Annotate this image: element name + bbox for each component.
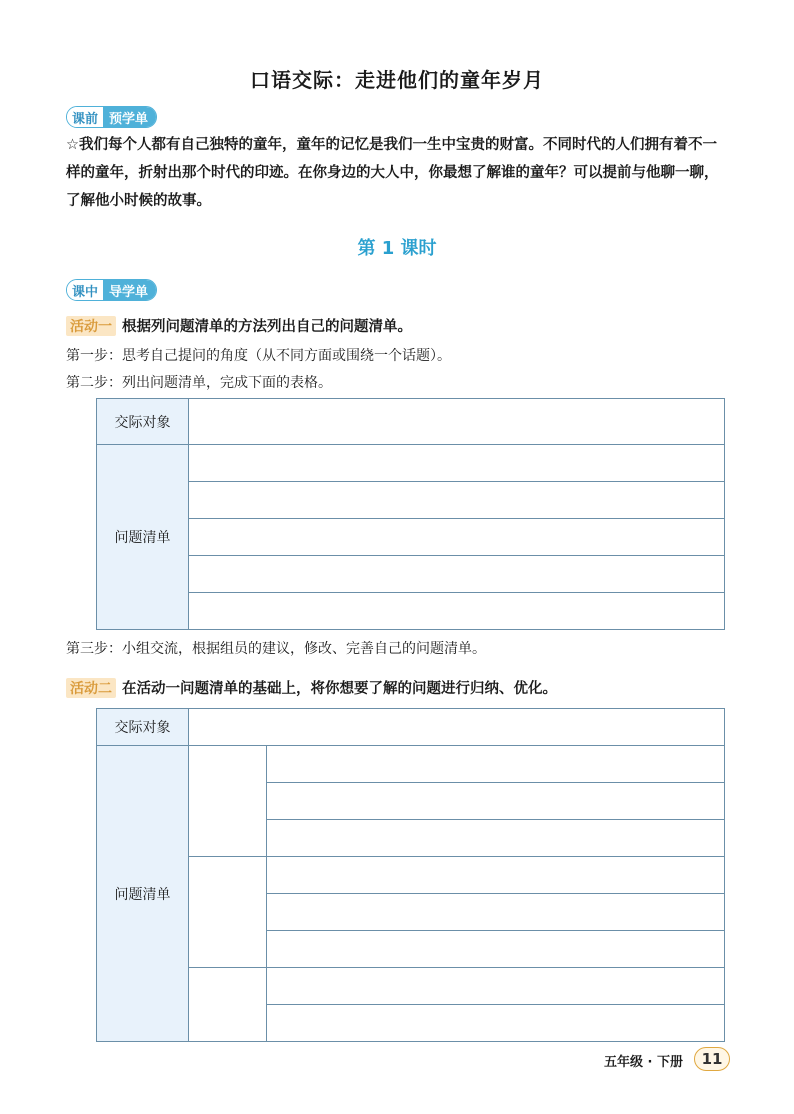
activity2-question-line[interactable]: [267, 783, 725, 820]
activity2-question-line[interactable]: [267, 968, 725, 1005]
activity1-table: [96, 398, 725, 630]
activity2-category-cell[interactable]: [189, 746, 267, 857]
activity2-question-line[interactable]: [267, 820, 725, 857]
activity1-tag: 活动一: [66, 316, 116, 336]
activity1-target-label: 交际对象: [97, 399, 189, 445]
activity2-text: 在活动一问题清单的基础上，将你想要了解的问题进行归纳、优化。: [122, 681, 557, 697]
pre-class-badge-part1: 课前: [67, 107, 103, 127]
page-number: 11: [694, 1047, 730, 1071]
pre-class-badge: [66, 106, 157, 128]
activity2-heading: [66, 677, 557, 698]
activity1-step3: 第三步：小组交流，根据组员的建议，修改、完善自己的问题清单。: [66, 641, 486, 657]
activity1-question-line[interactable]: [189, 556, 725, 593]
footer-grade: 五年级 · 下册: [604, 1055, 683, 1070]
pre-class-badge-part2: 预学单: [103, 107, 156, 127]
activity2-target-label: 交际对象: [97, 709, 189, 746]
activity2-question-line[interactable]: [267, 931, 725, 968]
activity2-question-line[interactable]: [267, 857, 725, 894]
activity2-question-line[interactable]: [267, 894, 725, 931]
pre-class-paragraph: ☆我们每个人都有自己独特的童年，童年的记忆是我们一生中宝贵的财富。不同时代的人们拥有着不一样的童年，折射出那个时代的印迹。在你身边的大人中，你最想了解谁的童年？可以提前与他聊一聊，了解他小时候的故事。: [66, 137, 719, 209]
activity1-step1: 第一步：思考自己提问的角度（从不同方面或围绕一个话题）。: [66, 348, 451, 364]
activity1-heading: [66, 315, 412, 336]
activity1-question-line[interactable]: [189, 482, 725, 519]
activity2-questions-label: 问题清单: [97, 746, 189, 1042]
activity2-table: [96, 708, 725, 1042]
activity1-question-line[interactable]: [189, 445, 725, 482]
activity2-question-line[interactable]: [267, 1005, 725, 1042]
activity2-target-input[interactable]: [189, 709, 725, 746]
activity2-category-cell[interactable]: [189, 857, 267, 968]
lesson-title: 第 1 课时: [357, 238, 437, 259]
in-class-badge-part2: 导学单: [103, 280, 156, 300]
activity1-questions-label: 问题清单: [97, 445, 189, 630]
activity1-step2: 第二步：列出问题清单，完成下面的表格。: [66, 375, 332, 391]
activity2-question-line[interactable]: [267, 746, 725, 783]
activity1-text: 根据列问题清单的方法列出自己的问题清单。: [122, 319, 412, 335]
activity1-question-line[interactable]: [189, 593, 725, 630]
activity2-tag: 活动二: [66, 678, 116, 698]
activity2-category-cell[interactable]: [189, 968, 267, 1042]
activity1-target-input[interactable]: [189, 399, 725, 445]
activity1-question-line[interactable]: [189, 519, 725, 556]
in-class-badge: [66, 279, 157, 301]
in-class-badge-part1: 课中: [67, 280, 103, 300]
page-title: 口语交际：走进他们的童年岁月: [250, 68, 544, 92]
